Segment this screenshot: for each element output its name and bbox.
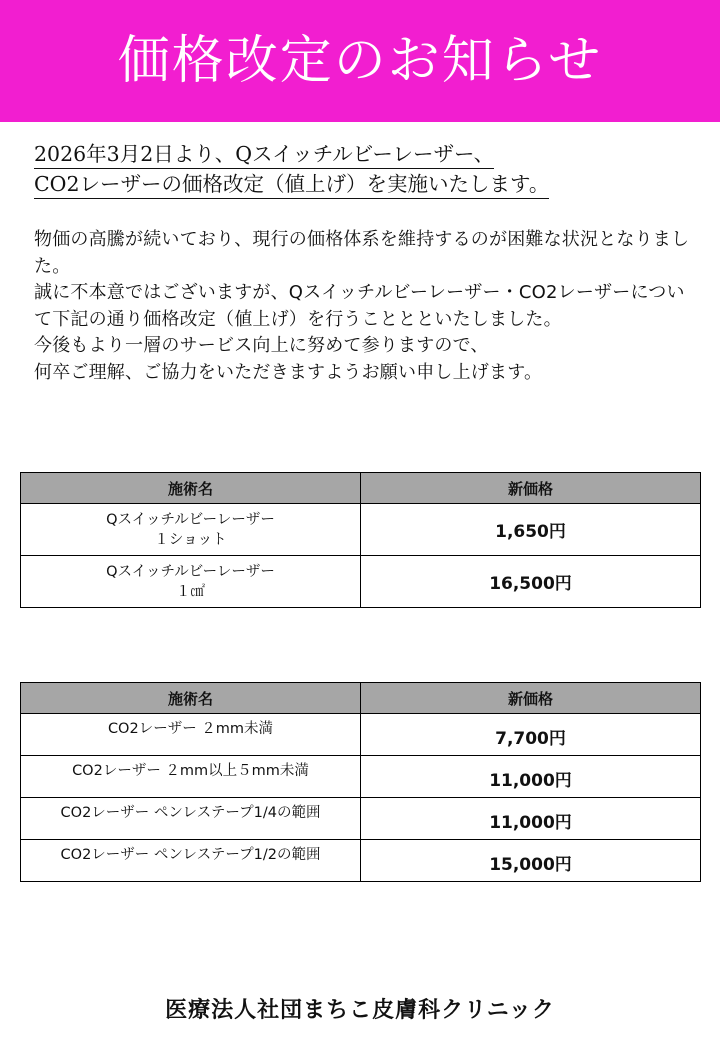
- table-row: [21, 798, 701, 840]
- announcement-body: [34, 227, 699, 386]
- price-cell: 11,000円: [361, 798, 701, 840]
- price-cell: 16,500円: [361, 556, 701, 608]
- price-cell: 1,650円: [361, 504, 701, 556]
- column-header-treatment: 施術名: [21, 683, 361, 714]
- table-row: [21, 556, 701, 608]
- body-paragraph: 何卒ご理解、ご協力をいただきますようお願い申し上げます。: [34, 361, 543, 383]
- body-paragraph: 誠に不本意ではございますが、Qスイッチルビーレーザー・CO2レーザーについて下記の通り価格改定（値上げ）を行うこととといたしました。: [34, 282, 685, 330]
- header-banner: [0, 0, 720, 122]
- price-cell: 11,000円: [361, 756, 701, 798]
- announcement-headline: [34, 141, 694, 201]
- table-row: [21, 504, 701, 556]
- table-header-row: [21, 473, 701, 504]
- headline-line-1: 2026年3月2日より、Qスイッチルビーレーザー、: [34, 141, 494, 169]
- page-title: 価格改定のお知らせ: [117, 31, 603, 91]
- treatment-name-cell: CO2レーザー ２mm以上５mm未満: [21, 756, 361, 798]
- treatment-name-cell: CO2レーザー ペンレステープ1/2の範囲: [21, 840, 361, 882]
- table-header-row: [21, 683, 701, 714]
- clinic-name: 医療法人社団まちこ皮膚科クリニック: [165, 997, 555, 1023]
- treatment-name-cell: CO2レーザー ペンレステープ1/4の範囲: [21, 798, 361, 840]
- body-paragraph: 今後もより一層のサービス向上に努めて参りますので、: [34, 335, 489, 356]
- treatment-name-cell: CO2レーザー ２mm未満: [21, 714, 361, 756]
- table-row: [21, 714, 701, 756]
- co2-laser-price-table: [20, 682, 701, 882]
- treatment-name-cell: [21, 504, 361, 556]
- price-cell: 7,700円: [361, 714, 701, 756]
- treatment-name: Qスイッチルビーレーザー: [106, 511, 275, 528]
- treatment-name-cell: [21, 556, 361, 608]
- treatment-name: Qスイッチルビーレーザー: [106, 563, 275, 580]
- table-row: [21, 840, 701, 882]
- q-switch-price-table: [20, 472, 701, 608]
- column-header-price: 新価格: [361, 473, 701, 504]
- column-header-price: 新価格: [361, 683, 701, 714]
- treatment-unit: １㎠: [176, 583, 205, 600]
- column-header-treatment: 施術名: [21, 473, 361, 504]
- price-cell: 15,000円: [361, 840, 701, 882]
- body-paragraph: 物価の高騰が続いており、現行の価格体系を維持するのが困難な状況となりました。: [34, 229, 690, 277]
- headline-line-2: CO2レーザーの価格改定（値上げ）を実施いたします。: [34, 171, 549, 199]
- treatment-unit: １ショット: [154, 531, 227, 548]
- table-row: [21, 756, 701, 798]
